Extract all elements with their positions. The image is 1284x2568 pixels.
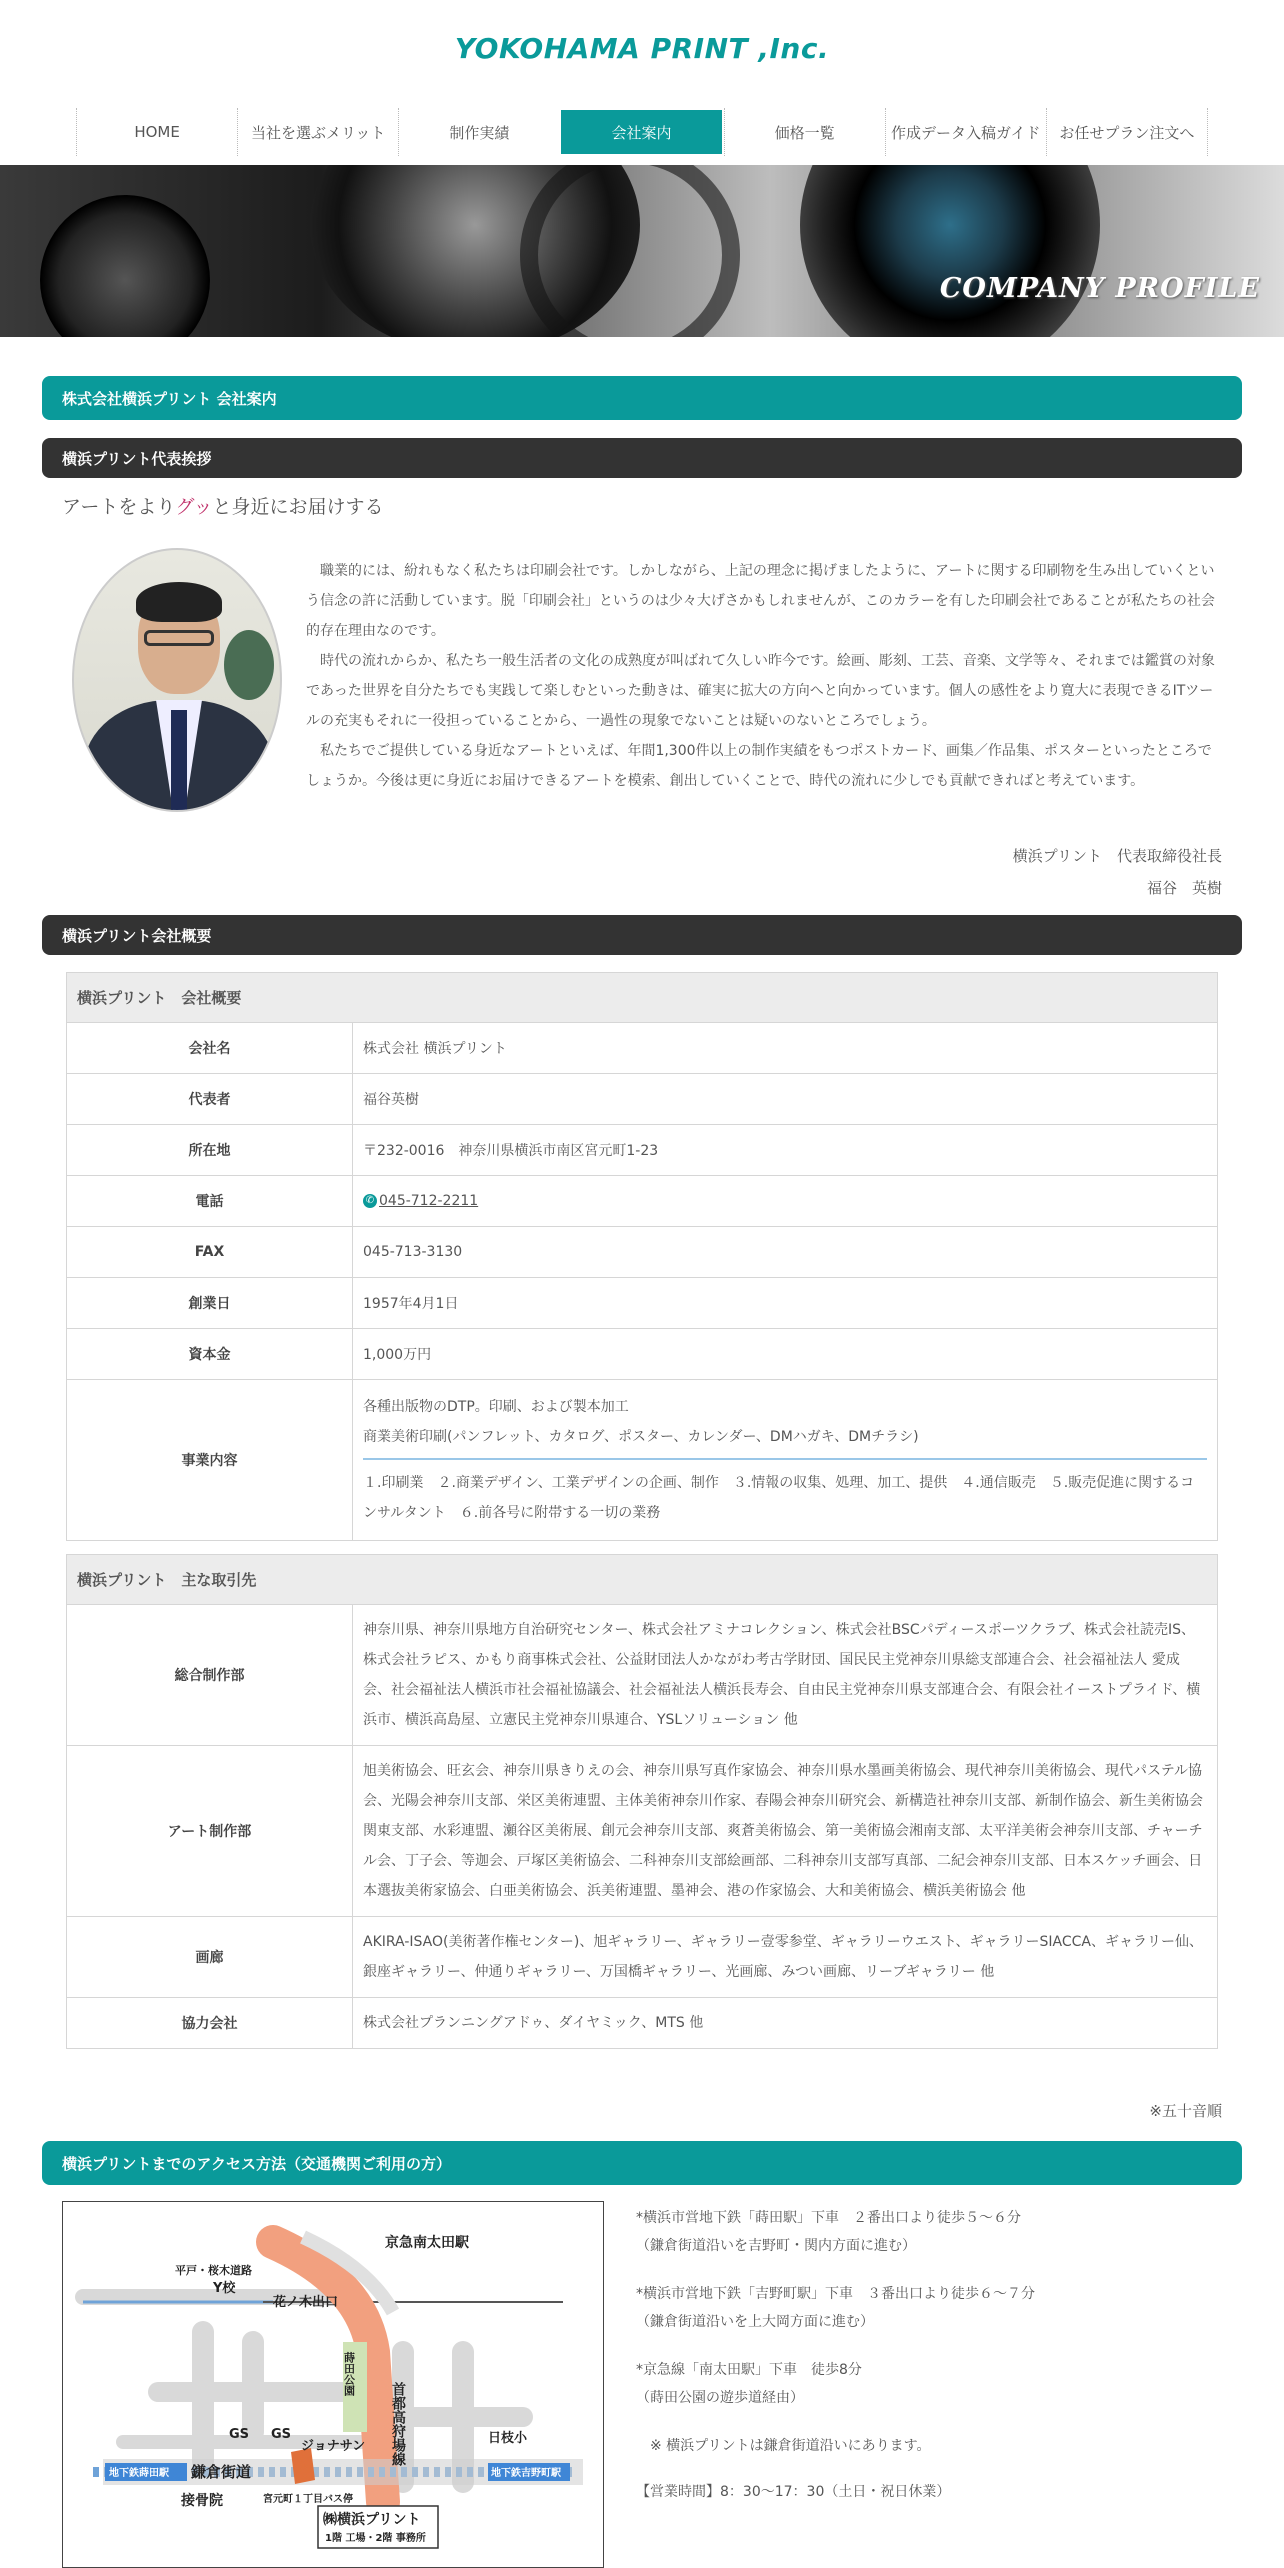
map-label-gs2: GS <box>271 2427 292 2442</box>
access-item <box>636 2356 1236 2412</box>
fax-value: 045-713-3130 <box>353 1227 1218 1278</box>
clients-caption: 横浜プリント 主な取引先 <box>67 1555 1218 1605</box>
row-label: 資本金 <box>67 1329 353 1380</box>
access-item <box>636 2280 1236 2336</box>
map-label-kamakura: 鎌倉街道 <box>191 2463 252 2481</box>
access-map <box>62 2201 604 2568</box>
map-label-jonathan: ジョナサン <box>301 2439 366 2454</box>
hero-title: COMPANY PROFILE <box>939 273 1260 304</box>
row-label: 事業内容 <box>67 1380 353 1541</box>
map-label-maita-station: 地下鉄蒔田駅 <box>109 2468 169 2479</box>
business-detail: １.印刷業 ２.商業デザイン、工業デザインの企画、制作 ３.情報の収集、処理、加工、提供 ４.通信販売 ５.販売促進に関するコンサルタント ６.前各号に附帯する一切の業務 <box>363 1475 1195 1521</box>
greeting-paragraph: 私たちでご提供している身近なアートといえば、年間1,300件以上の制作実績をもつポストカード、画集／作品集、ポスターといったところでしょうか。今後は更に身近にお届けできるアートを模索、創出していくことで、時代の流れに少しでも貢献できればと考えています。 <box>306 743 1212 789</box>
row-label: 画廊 <box>67 1917 353 1998</box>
business-hours: 【営業時間】8：30〜17：30（土日・祝日休業） <box>636 2484 951 2500</box>
row-label: アート制作部 <box>67 1746 353 1917</box>
overview-heading: 横浜プリント会社概要 <box>42 915 1242 955</box>
tagline-post: と身近にお届けする <box>212 496 384 518</box>
phone-icon: ✆ <box>363 1194 377 1208</box>
tagline <box>62 492 384 519</box>
nav-item-order[interactable]: お任せプラン注文へ <box>1046 108 1208 156</box>
ceo-portrait <box>72 548 282 812</box>
map-label-hananoki: 花ノ木出口 <box>273 2295 339 2310</box>
address-value: 〒232-0016 神奈川県横浜市南区宮元町1-23 <box>353 1125 1218 1176</box>
access-heading: 横浜プリントまでのアクセス方法（交通機関ご利用の方） <box>42 2141 1242 2185</box>
row-label: 代表者 <box>67 1074 353 1125</box>
map-label-hieda: 日枝小 <box>488 2431 528 2446</box>
map-label-road: 平戸・桜木道路 <box>175 2264 252 2277</box>
access-sub: （蒔田公園の遊歩道経由） <box>636 2390 804 2406</box>
greeting-paragraph: 職業的には、紛れもなく私たちは印刷会社です。しかしながら、上記の理念に掲げましたように、アートに関する印刷物を生み出していくという信念の許に活動しています。脱「印刷会社」というのは少々大げさかもしれませんが、このカラーを有した印刷会社であることが私たちの社会的存在理由なのです。 <box>306 563 1215 639</box>
main-nav <box>76 108 1208 156</box>
capital-value: 1,000万円 <box>353 1329 1218 1380</box>
lens-ring-image <box>520 165 740 337</box>
map-label-yoshino-station: 地下鉄吉野町駅 <box>491 2468 561 2479</box>
founded-value: 1957年4月1日 <box>353 1278 1218 1329</box>
greeting-text <box>306 556 1222 796</box>
map-label-keikyu: 京急南太田駅 <box>385 2235 469 2251</box>
clients-gallery-value: AKIRA-ISAO(美術著作権センター)、旭ギャラリー、ギャラリー壹零参堂、ギャラリーウエスト、ギャラリーSIACCA、ギャラリー仙、銀座ギャラリー、仲通りギャラリー、万国橋ギャラリー、光画廊、みつい画廊、リーブギャラリー 他 <box>353 1917 1218 1998</box>
phone-cell <box>353 1176 1218 1227</box>
tagline-pre: アートをより <box>62 496 176 518</box>
map-label-gs1: GS <box>229 2427 250 2442</box>
nav-item-data-guide[interactable]: 作成データ入稿ガイド <box>885 108 1046 156</box>
clients-partner-value: 株式会社プランニングアドゥ、ダイヤミック、MTS 他 <box>353 1998 1218 2049</box>
page-title: 株式会社横浜プリント 会社案内 <box>42 376 1242 420</box>
hero-banner <box>0 165 1284 337</box>
access-sub: （鎌倉街道沿いを上大岡方面に進む） <box>636 2314 874 2330</box>
greeting-heading: 横浜プリント代表挨拶 <box>42 438 1242 478</box>
row-label: 総合制作部 <box>67 1605 353 1746</box>
row-label: FAX <box>67 1227 353 1278</box>
row-label: 協力会社 <box>67 1998 353 2049</box>
footnote: ※五十音順 <box>1149 2102 1222 2120</box>
nav-item-home[interactable]: HOME <box>76 108 237 156</box>
representative-value: 福谷英樹 <box>353 1074 1218 1125</box>
access-sub: （鎌倉街道沿いを吉野町・関内方面に進む） <box>636 2238 916 2254</box>
map-label-company: ㈱横浜プリント <box>323 2512 421 2528</box>
nav-item-price[interactable]: 価格一覧 <box>724 108 885 156</box>
business-line: 商業美術印刷(パンフレット、カタログ、ポスター、カレンダー、DMハガキ、DMチラシ) <box>363 1429 919 1445</box>
nav-item-company[interactable]: 会社案内 <box>561 110 721 154</box>
business-value <box>353 1380 1218 1541</box>
signature-name: 福谷 英樹 <box>1146 879 1222 897</box>
greeting-paragraph: 時代の流れからか、私たち一般生活者の文化の成熟度が叫ばれて久しい昨今です。絵画、彫刻、工芸、音楽、文学等々、それまでは鑑賞の対象であった世界を自分たちでも実践して楽しむといった動きは、確実に拡大の方向へと向かっています。個人の感性をより寛大に表現できるITツールの充実もそれに一役担っていることから、一過性の現象でないことは疑いのないところでしょう。 <box>306 653 1215 729</box>
map-label-company-sub: 1階 工場・2階 事務所 <box>325 2533 426 2544</box>
clients-general-value: 神奈川県、神奈川県地方自治研究センター、株式会社アミナコレクション、株式会社BSCパディースポーツクラブ、株式会社読売IS、株式会社ラピス、かもり商事株式会社、公益財団法人かながわ考古学財団、国民民主党神奈川県総支部連合会、社会福祉法人 愛成会、社会福祉法人横浜市社会福祉協議会、社会福祉法人横浜長寿会、自由民主党神奈川県支部連合会、有限会社イーストプライド、横浜市、横浜高島屋、立憲民主党神奈川県連合、YSLソリューション 他 <box>353 1605 1218 1746</box>
map-label-busstop: 宮元町１丁目バス停 <box>263 2494 353 2505</box>
row-label: 所在地 <box>67 1125 353 1176</box>
signature <box>1013 840 1222 904</box>
site-logo[interactable]: YOKOHAMA PRINT ,Inc. <box>454 32 830 65</box>
row-label: 電話 <box>67 1176 353 1227</box>
phone-link[interactable]: 045-712-2211 <box>379 1193 479 1209</box>
lens-image <box>800 165 1100 337</box>
row-label: 会社名 <box>67 1023 353 1074</box>
overview-caption: 横浜プリント 会社概要 <box>67 973 1218 1023</box>
access-line: *京急線「南太田駅」下車 徒歩8分 <box>636 2362 862 2378</box>
signature-title: 横浜プリント 代表取締役社長 <box>1012 847 1222 865</box>
company-overview-table <box>66 972 1218 1541</box>
access-item <box>636 2204 1236 2260</box>
access-note: ※ 横浜プリントは鎌倉街道沿いにあります。 <box>650 2438 931 2454</box>
nav-item-merit[interactable]: 当社を選ぶメリット <box>237 108 398 156</box>
access-directions <box>636 2204 1236 2506</box>
company-name-value: 株式会社 横浜プリント <box>353 1023 1218 1074</box>
row-label: 創業日 <box>67 1278 353 1329</box>
nav-item-works[interactable]: 制作実績 <box>398 108 559 156</box>
access-line: *横浜市営地下鉄「吉野町駅」下車 ３番出口より徒歩６～７分 <box>636 2286 1035 2302</box>
map-label-yshop: Y校 <box>213 2281 236 2296</box>
access-line: *横浜市営地下鉄「蒔田駅」下車 ２番出口より徒歩５～６分 <box>636 2210 1021 2226</box>
business-line: 各種出版物のDTP。印刷、および製本加工 <box>363 1399 629 1415</box>
camera-dial-image <box>40 195 210 337</box>
tagline-accent: グッ <box>175 496 213 518</box>
map-label-expressway: 首都高狩場線 <box>390 2382 406 2466</box>
map-label-park: 蒔田公園 <box>342 2352 356 2396</box>
clients-table <box>66 1554 1218 2049</box>
map-label-hospital: 接骨院 <box>181 2493 223 2509</box>
clients-art-value: 旭美術協会、旺玄会、神奈川県きりえの会、神奈川県写真作家協会、神奈川県水墨画美術協会、現代神奈川美術協会、現代パステル協会、光陽会神奈川支部、栄区美術連盟、主体美術神奈川作家、春陽会神奈川研究会、新構造社神奈川支部、新制作協会、新生美術協会関東支部、水彩連盟、瀬谷区美術展、創元会神奈川支部、爽蒼美術協会、第一美術協会湘南支部、太平洋美術会神奈川支部、チャーチル会、丁子会、等迦会、戸塚区美術協会、二科神奈川支部絵画部、二科神奈川支部写真部、二紀会神奈川支部、日本スケッチ画会、日本選抜美術家協会、白亜美術協会、浜美術連盟、墨神会、港の作家協会、大和美術協会、横浜美術協会 他 <box>353 1746 1218 1917</box>
